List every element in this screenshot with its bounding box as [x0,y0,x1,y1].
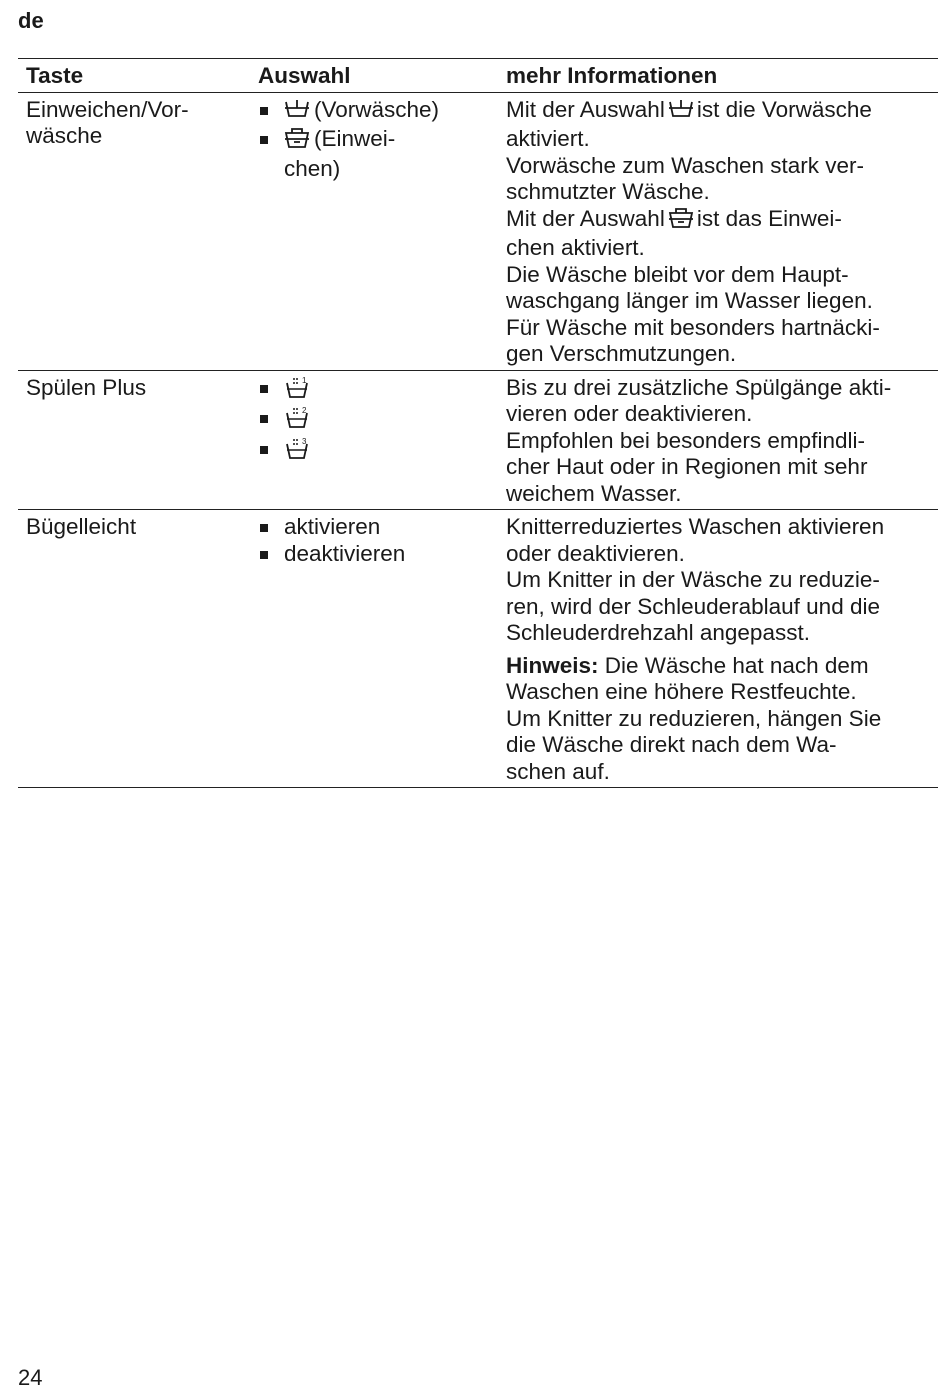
cell-auswahl [248,370,480,510]
soak-tub-icon [668,207,694,236]
prewash-tub-icon [668,98,694,127]
rinse-plus-3-icon [284,436,310,467]
option-list [258,514,480,567]
list-item [258,375,480,406]
cell-info [480,92,938,370]
info-paragraph: Die Wäsche bleibt vor dem Haupt- waschgang länger im Wasser liegen. [506,261,873,313]
list-item: deaktivieren [258,541,480,568]
page-number: 24 [18,1365,43,1390]
table-row [18,370,938,510]
info-text: Mit der Auswahl [506,96,665,122]
header-info: mehr Informationen [480,59,938,93]
svg-text:3: 3 [302,436,307,446]
info-paragraph: Knitterreduziertes Waschen aktivieren oder deaktivieren. Um Knitter in der Wäsche zu reduzie- ren, wird der Schleuderablauf und die Schleuderdrehzahl angepasst. [506,514,885,645]
header-auswahl: Auswahl [248,59,480,93]
list-item [258,436,480,467]
info-paragraph: Vorwäsche zum Waschen stark ver- schmutzter Wäsche. [506,152,865,204]
info-paragraph: Für Wäsche mit besonders hartnäcki- gen Verschmutzungen. [506,314,880,366]
table-row [18,510,938,788]
language-code: de [18,8,44,33]
note-label: Hinweis: [506,652,599,678]
cell-taste: Spülen Plus [26,374,147,400]
option-list [258,375,480,467]
list-item [258,97,480,127]
list-item [258,126,480,182]
cell-taste: Bügelleicht [26,514,137,539]
info-text: ist das Einwei- chen aktiviert. [506,205,842,260]
info-text: ist die Vorwäsche aktiviert. [506,96,872,151]
header-taste: Taste [18,59,248,93]
info-paragraph [506,206,938,262]
table-row [18,92,938,370]
info-paragraph [506,97,938,153]
cell-info: Bis zu drei zusätzliche Spülgänge akti- vieren oder deaktivieren. Empfohlen bei besonders empfindli- cher Haut oder in Regionen mit sehr weichem Wasser. [506,374,892,506]
cell-info [480,510,938,788]
rinse-plus-2-icon [284,405,310,436]
cell-auswahl [248,510,480,788]
note-paragraph [506,653,938,786]
svg-text:2: 2 [302,406,307,415]
note-text: Die Wäsche hat nach dem Waschen eine höhere Restfeuchte. Um Knitter zu reduzieren, hängen Sie die Wäsche direkt nach dem Wa- schen auf. [506,652,882,784]
cell-taste: Einweichen/Vor- wäsche [26,96,189,148]
settings-table [18,58,938,788]
rinse-plus-1-icon [284,375,310,406]
option-list [258,97,480,183]
cell-auswahl [248,92,480,370]
list-item: aktivieren [258,514,480,541]
prewash-tub-icon [284,98,310,127]
info-text: Mit der Auswahl [506,205,665,231]
option-label: (Einwei- chen) [284,126,396,181]
table-header-row [18,59,938,93]
option-label: (Vorwäsche) [314,96,440,122]
list-item [258,405,480,436]
soak-tub-icon [284,127,310,156]
svg-text:1: 1 [302,375,307,385]
